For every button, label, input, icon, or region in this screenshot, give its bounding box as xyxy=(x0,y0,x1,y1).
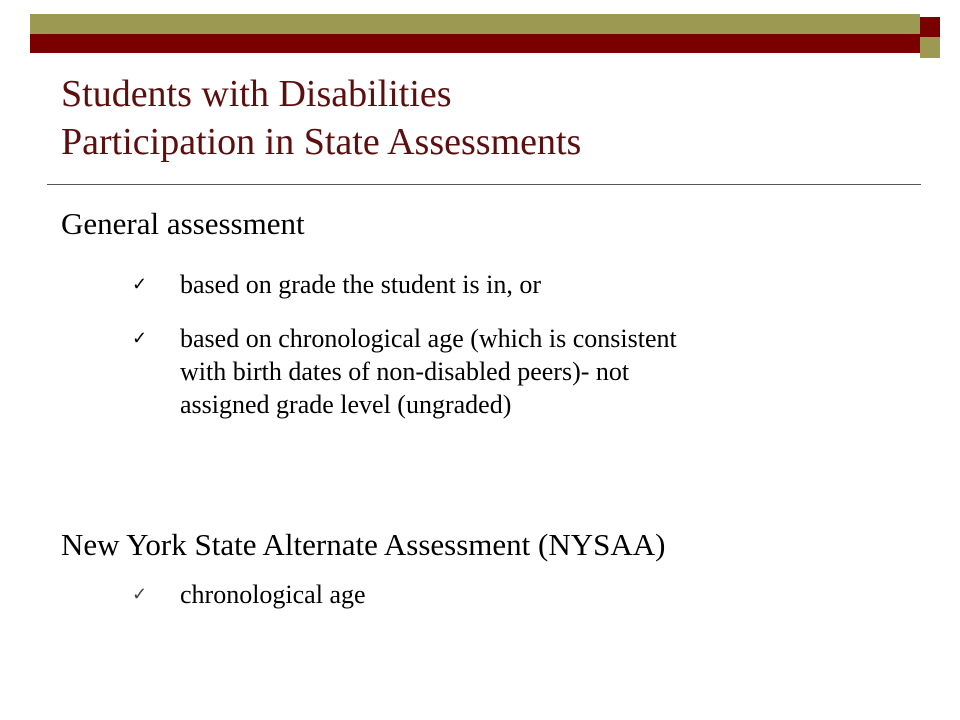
title-divider xyxy=(47,184,921,185)
list-item-text: based on grade the student is in, or xyxy=(180,270,542,299)
list-item-text: chronological age xyxy=(180,580,366,609)
checkmark-icon: ✓ xyxy=(132,274,148,294)
slide-title-line-1: Students with Disabilities xyxy=(61,73,452,115)
section-heading-general-assessment: General assessment xyxy=(61,206,305,241)
checkmark-icon: ✓ xyxy=(132,584,148,604)
list-item-text-line: assigned grade level (ungraded) xyxy=(180,390,512,419)
header-olive-bar xyxy=(30,14,920,34)
list-item-text xyxy=(180,322,880,421)
list-item-text-line: with birth dates of non-disabled peers)- not xyxy=(180,357,630,386)
corner-maroon-square xyxy=(920,17,940,37)
slide-title xyxy=(61,70,921,166)
section-heading-nysaa: New York State Alternate Assessment (NYSAA) xyxy=(61,527,666,562)
checkmark-icon: ✓ xyxy=(132,328,148,348)
slide-title-line-2: Participation in State Assessments xyxy=(61,121,582,163)
header-maroon-bar xyxy=(30,34,920,53)
list-item-text-line: based on chronological age (which is consistent xyxy=(180,324,677,353)
corner-olive-square xyxy=(920,37,940,58)
